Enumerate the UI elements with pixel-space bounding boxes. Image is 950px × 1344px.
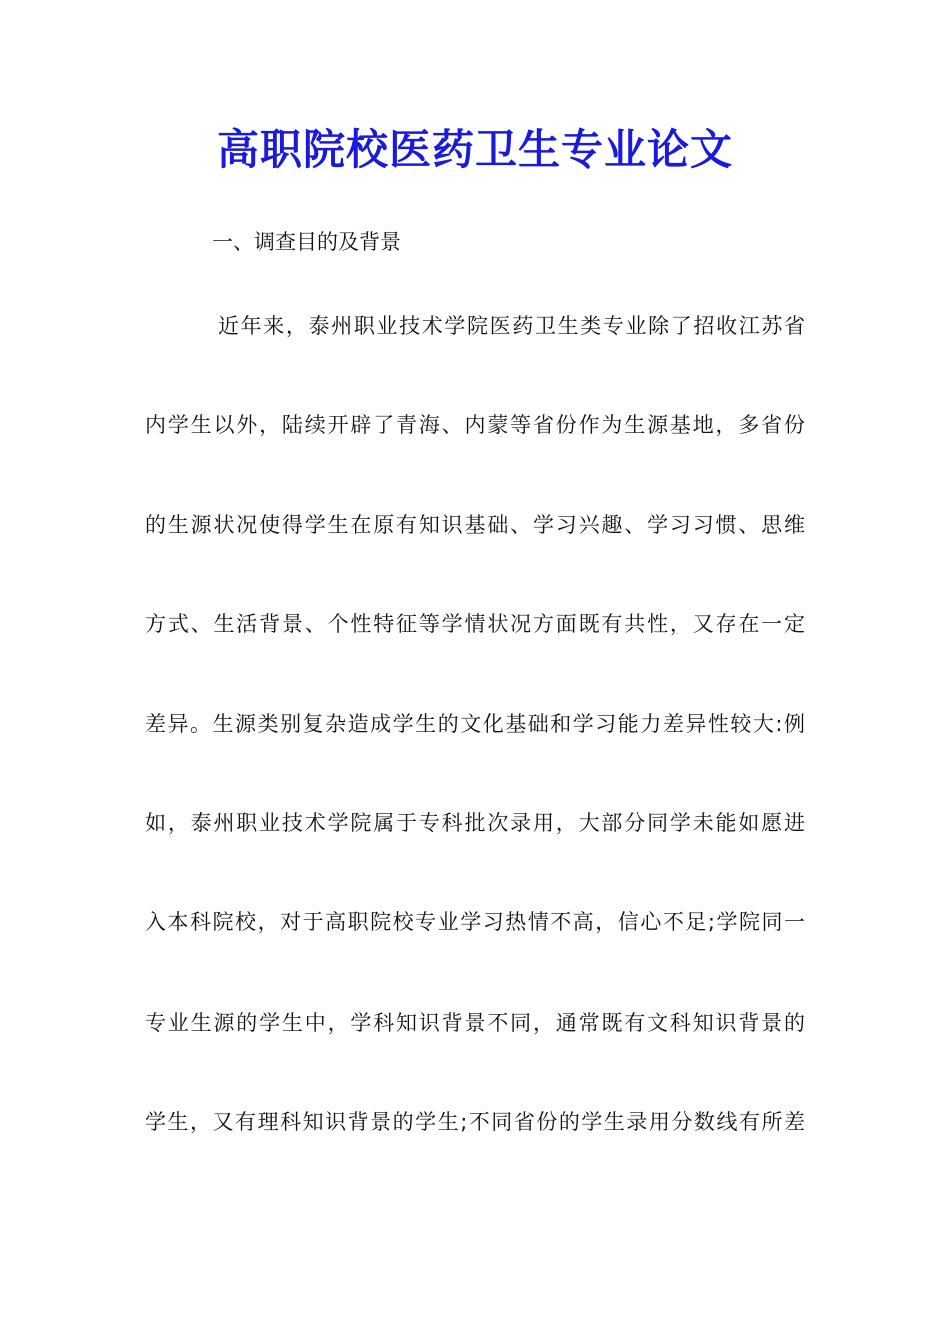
paragraph-line: 专业生源的学生中，学科知识背景不同，通常既有文科知识背景的 — [145, 1011, 805, 1035]
paragraph-line: 方式、生活背景、个性特征等学情状况方面既有共性，又存在一定 — [145, 612, 805, 636]
paragraph-line: 近年来，泰州职业技术学院医药卫生类专业除了招收江苏省 — [218, 314, 805, 338]
paragraph-line: 学生，又有理科知识背景的学生;不同省份的学生录用分数线有所差 — [145, 1110, 805, 1134]
paragraph-line: 差异。生源类别复杂造成学生的文化基础和学习能力差异性较大:例 — [145, 712, 805, 736]
section-heading: 一、调查目的及背景 — [212, 230, 401, 254]
paragraph-line: 内学生以外，陆续开辟了青海、内蒙等省份作为生源基地，多省份 — [145, 413, 805, 437]
paragraph-line: 入本科院校，对于高职院校专业学习热情不高，信心不足;学院同一 — [145, 910, 805, 934]
paragraph-line: 的生源状况使得学生在原有知识基础、学习兴趣、学习习惯、思维 — [145, 513, 805, 537]
paragraph-line: 如，泰州职业技术学院属于专科批次录用，大部分同学未能如愿进 — [145, 811, 805, 835]
document-title: 高职院校医药卫生专业论文 — [216, 125, 733, 174]
